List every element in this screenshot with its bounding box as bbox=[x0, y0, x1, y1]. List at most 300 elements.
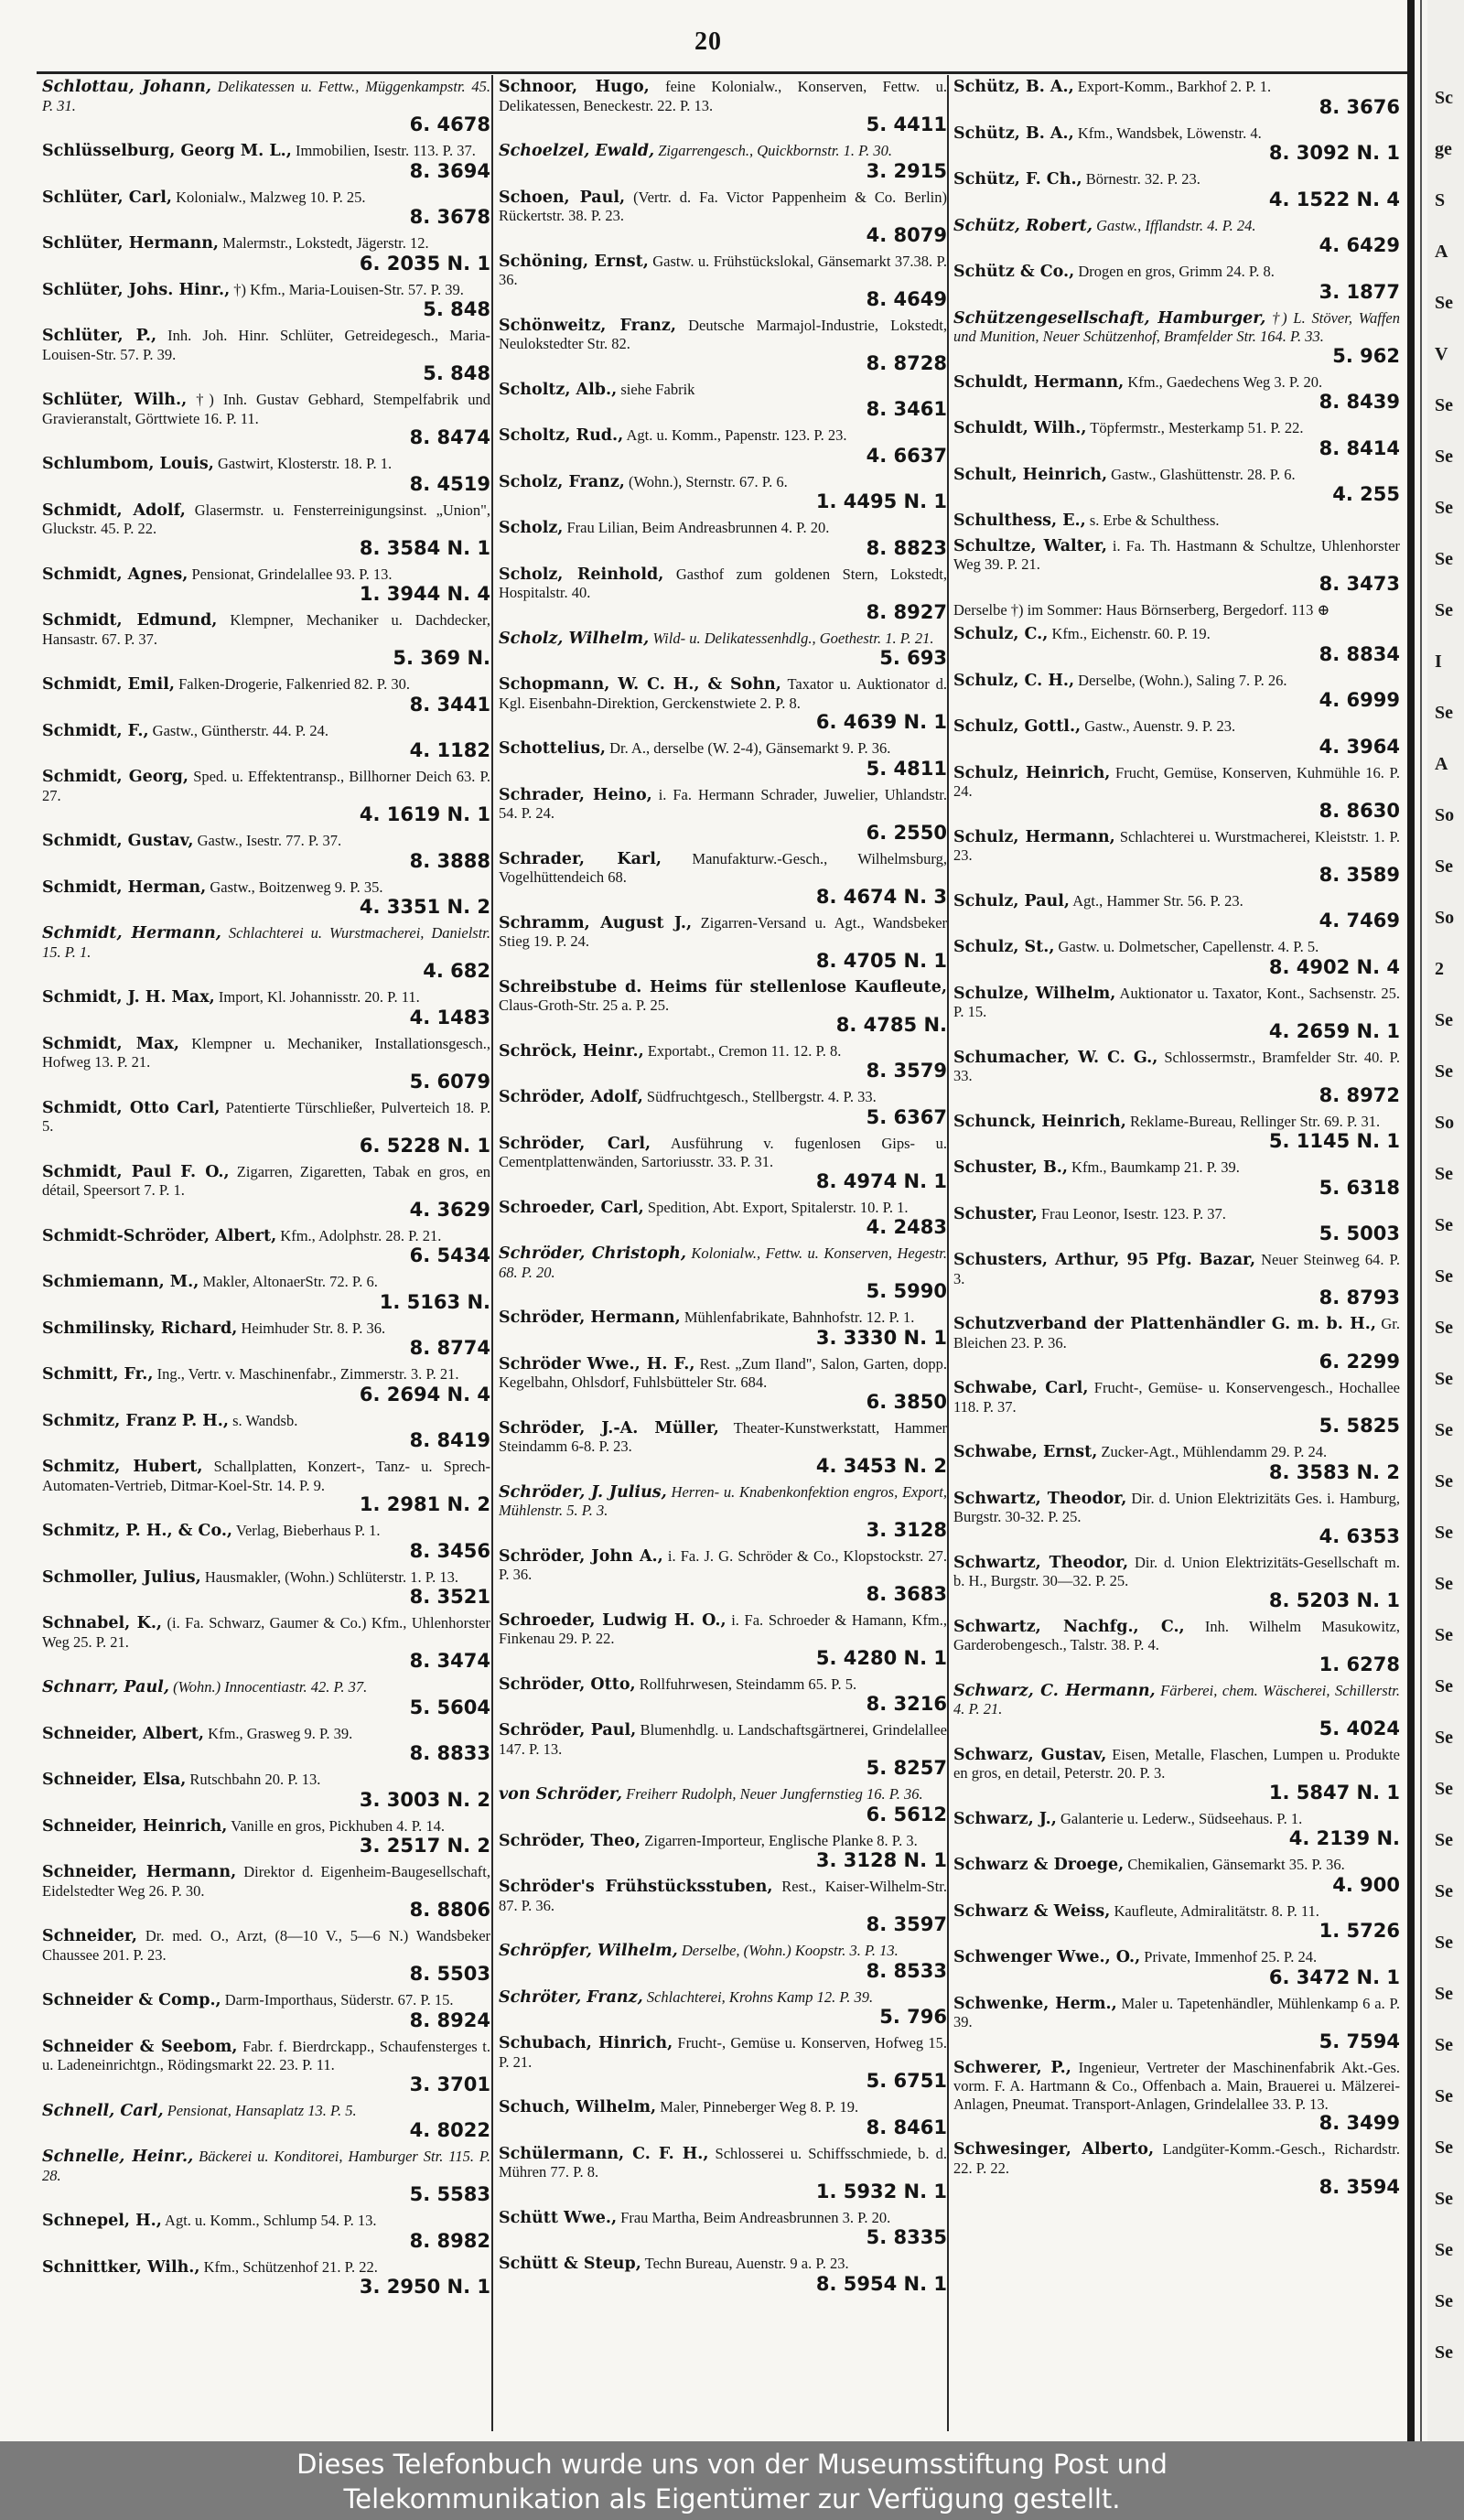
directory-entry bbox=[42, 985, 490, 1032]
entry-details: Darm-Importhaus, Süderstr. 67. P. 15. bbox=[224, 1991, 454, 2008]
entry-name: Schütz, B. A., bbox=[953, 124, 1074, 143]
directory-entry bbox=[499, 314, 947, 378]
phone-number: 8. 3521 bbox=[409, 1586, 490, 1608]
phone-number: 1. 5847 N. 1 bbox=[1268, 1781, 1400, 1804]
directory-entry bbox=[42, 1224, 490, 1271]
edge-letter: Se bbox=[1435, 1369, 1453, 1389]
entry-details: Schlachterei u. Wurstmacherei, Kleiststr. 1. P. 23. bbox=[953, 827, 1400, 864]
directory-entry bbox=[42, 2209, 490, 2256]
phone-number: 5. 5825 bbox=[1319, 1415, 1400, 1437]
entry-name: Schmitz, P. H., & Co., bbox=[42, 1522, 233, 1540]
entry-name: Schmidt, Max, bbox=[42, 1034, 180, 1053]
edge-letter: A bbox=[1435, 754, 1448, 774]
directory-entry bbox=[953, 1312, 1400, 1376]
directory-entry bbox=[953, 463, 1400, 510]
phone-number: 3. 3128 bbox=[866, 1518, 947, 1541]
directory-entry bbox=[953, 1551, 1400, 1615]
directory-entry bbox=[42, 1815, 490, 1861]
directory-entry bbox=[42, 1722, 490, 1769]
entry-details: Reklame-Bureau, Rellinger Str. 69. P. 31. bbox=[1129, 1112, 1381, 1130]
edge-letter: Se bbox=[1435, 395, 1453, 415]
phone-number: 6. 3472 N. 1 bbox=[1268, 1965, 1400, 1988]
directory-entry bbox=[499, 1481, 947, 1545]
entry-details: s. Wandsb. bbox=[232, 1411, 298, 1429]
phone-number: 8. 3092 N. 1 bbox=[1268, 142, 1400, 164]
directory-entry bbox=[953, 371, 1400, 417]
directory-entry bbox=[42, 563, 490, 609]
phone-number: 5. 7594 bbox=[1319, 2030, 1400, 2052]
entry-details: siehe Fabrik bbox=[620, 380, 695, 398]
entry-name: Schlüter, Wilh., bbox=[42, 391, 188, 409]
entry-details: Ingenieur, Vertreter der Maschinenfabrik Akt.-Ges. vorm. F. A. Hartmann & Co., Offenbach a. Main, Brauerei u. Mälzerei-Anlagen, Pneumat. Transport-Anlagen, Grindelallee 33. P. 13. bbox=[953, 2058, 1400, 2113]
entry-name: Schlumbom, Louis, bbox=[42, 455, 214, 473]
entry-details: †) Inh. Gustav Gebhard, Stempelfabrik und Gravieranstalt, Görttwiete 16. P. 11. bbox=[42, 391, 490, 427]
phone-number: 8. 3216 bbox=[866, 1693, 947, 1715]
edge-letter: Se bbox=[1435, 703, 1453, 723]
phone-number: 5. 693 bbox=[879, 647, 947, 669]
entry-name: Schmidt, F., bbox=[42, 721, 149, 740]
edge-letter: Se bbox=[1435, 1318, 1453, 1338]
entry-name: Schwabe, Ernst, bbox=[953, 1443, 1098, 1461]
directory-entry bbox=[953, 1945, 1400, 1992]
directory-entry bbox=[953, 1615, 1400, 1679]
entry-details: Claus-Groth-Str. 25 a. P. 25. bbox=[499, 996, 670, 1014]
entry-details: Spedition, Abt. Export, Spitalerstr. 10. P. 1. bbox=[647, 1198, 909, 1216]
entry-details: Gastw., Glashüttenstr. 28. P. 6. bbox=[1111, 465, 1296, 483]
phone-number: 1. 5726 bbox=[1319, 1920, 1400, 1942]
entry-name: Schwarz, Gustav, bbox=[953, 1745, 1107, 1764]
entry-details: Gastwirt, Klosterstr. 18. P. 1. bbox=[217, 455, 393, 472]
entry-details: Hausmakler, (Wohn.) Schlüterstr. 1. P. 13. bbox=[204, 1567, 458, 1586]
phone-number: 8. 3456 bbox=[409, 1539, 490, 1562]
entry-name: Schroeder, Ludwig H. O., bbox=[499, 1610, 727, 1630]
entry-name: Schuldt, Wilh., bbox=[953, 419, 1087, 437]
entry-name: Schröder, Adolf, bbox=[499, 1088, 643, 1106]
entry-name: Schwabe, Carl, bbox=[953, 1379, 1089, 1397]
phone-number: 6. 5612 bbox=[866, 1803, 947, 1825]
phone-number: 5. 1145 N. 1 bbox=[1268, 1130, 1400, 1152]
entry-name: Schneider, Hermann, bbox=[42, 1863, 237, 1881]
phone-number: 8. 8439 bbox=[1319, 391, 1400, 413]
directory-entry bbox=[499, 783, 947, 847]
phone-number: 8. 8982 bbox=[409, 2229, 490, 2252]
directory-column-2 bbox=[499, 75, 947, 2299]
edge-letter: Se bbox=[1435, 1933, 1453, 1953]
phone-number: 5. 5583 bbox=[409, 2183, 490, 2205]
directory-entry bbox=[42, 1362, 490, 1409]
phone-number: 5. 5003 bbox=[1319, 1222, 1400, 1244]
entry-details: i. Fa. Hermann Schrader, Juwelier, Uhlandstr. 54. P. 24. bbox=[499, 785, 947, 822]
phone-number: 8. 3597 bbox=[866, 1913, 947, 1935]
entry-details: Frucht-, Gemüse- u. Konservengesch., Hochallee 118. P. 37. bbox=[953, 1379, 1400, 1416]
directory-entry bbox=[42, 2035, 490, 2099]
entry-details: Patentierte Türschließer, Pulverteich 18. P. 5. bbox=[42, 1098, 490, 1135]
entry-name: Schwarz, C. Hermann, bbox=[953, 1681, 1156, 1700]
entry-name: Schmidt, Georg, bbox=[42, 768, 189, 786]
footer-line-2: Telekommunikation als Eigentümer zur Verfügung gestellt. bbox=[343, 2483, 1121, 2515]
entry-name: Schlottau, Johann, bbox=[42, 78, 211, 96]
next-page-edge bbox=[1427, 0, 1464, 2441]
phone-number: 3. 3701 bbox=[409, 2073, 490, 2095]
phone-number: 1. 5932 N. 1 bbox=[815, 2180, 947, 2202]
phone-number: 3. 2950 N. 1 bbox=[359, 2276, 490, 2298]
entry-name: Schnittker, Wilh., bbox=[42, 2257, 200, 2277]
entry-details: Pensionat, Hansaplatz 13. P. 5. bbox=[167, 2101, 357, 2119]
directory-entry bbox=[953, 1110, 1400, 1157]
phone-number: 8. 3694 bbox=[409, 159, 490, 182]
entry-name: Schmidt, Agnes, bbox=[42, 565, 188, 584]
directory-entry bbox=[499, 1782, 947, 1829]
phone-number: 4. 8079 bbox=[866, 223, 947, 246]
directory-entry bbox=[42, 186, 490, 232]
directory-column-1 bbox=[42, 75, 490, 2301]
entry-details: Mühlenfabrikate, Bahnhofstr. 12. P. 1. bbox=[684, 1308, 915, 1326]
phone-number: 8. 5503 bbox=[409, 1963, 490, 1985]
phone-number: 5. 6079 bbox=[409, 1070, 490, 1093]
entry-name: Schmitz, Franz P. H., bbox=[42, 1411, 229, 1430]
directory-entry bbox=[42, 1611, 490, 1675]
phone-number: 4. 2483 bbox=[866, 1216, 947, 1238]
directory-entry bbox=[42, 876, 490, 922]
phone-number: 1. 6278 bbox=[1319, 1653, 1400, 1675]
entry-details: Zigarren-Importeur, Englische Planke 8. P. 3. bbox=[644, 1831, 918, 1849]
entry-details: Direktor d. Eigenheim-Baugesellschaft, Eidelstedter Weg 26. P. 30. bbox=[42, 1863, 490, 1900]
directory-entry bbox=[953, 825, 1400, 889]
entry-name: Schroeder, Carl, bbox=[499, 1198, 644, 1217]
edge-letter: Se bbox=[1435, 1523, 1453, 1543]
entry-details: Zucker-Agt., Mühlendamm 29. P. 24. bbox=[1101, 1443, 1328, 1460]
directory-entry bbox=[953, 307, 1400, 371]
entry-name: Schwarz, J., bbox=[953, 1809, 1057, 1828]
entry-name: Schneider, Elsa, bbox=[42, 1771, 187, 1789]
directory-entry bbox=[42, 452, 490, 499]
directory-entry bbox=[42, 673, 490, 719]
entry-details: Gasthof zum goldenen Stern, Lokstedt, Hospitalstr. 40. bbox=[499, 565, 947, 601]
entry-details: Techn Bureau, Auenstr. 9 a. P. 23. bbox=[644, 2255, 849, 2272]
directory-entry bbox=[499, 378, 947, 425]
entry-details: Private, Immenhof 25. P. 24. bbox=[1144, 1948, 1318, 1965]
phone-number: 4. 3351 N. 2 bbox=[359, 896, 490, 918]
entry-details: Dir. d. Union Elektrizitäts Ges. i. Hamburg, Burgstr. 30-32. P. 25. bbox=[953, 1489, 1400, 1525]
entry-details: Kolonialw., Fettw. u. Konserven, Hegestr. 68. P. 20. bbox=[499, 1244, 947, 1281]
entry-details: (Wohn.) Innocentiastr. 42. P. 37. bbox=[173, 1678, 368, 1696]
phone-number: 3. 2517 N. 2 bbox=[359, 1835, 490, 1857]
entry-name: Schoelzel, Ewald, bbox=[499, 142, 655, 160]
entry-name: Schmidt, Emil, bbox=[42, 675, 175, 694]
directory-entry bbox=[499, 2142, 947, 2206]
directory-entry bbox=[42, 1317, 490, 1363]
phone-number: 4. 900 bbox=[1332, 1873, 1400, 1896]
entry-details: Zigarren, Zigaretten, Tabak en gros, en détail, Speersort 7. P. 1. bbox=[42, 1162, 490, 1199]
entry-name: Scholz, Franz, bbox=[499, 472, 625, 491]
phone-number: 6. 4639 N. 1 bbox=[815, 711, 947, 733]
directory-entry bbox=[499, 911, 947, 975]
phone-number: 5. 6751 bbox=[866, 2070, 947, 2092]
entry-details: †) Kfm., Maria-Louisen-Str. 57. P. 39. bbox=[233, 280, 464, 298]
phone-number: 8. 8630 bbox=[1319, 799, 1400, 822]
directory-entry bbox=[42, 1566, 490, 1612]
entry-name: Schuster, bbox=[953, 1204, 1038, 1223]
entry-details: Frucht, Gemüse, Konserven, Kuhmühle 16. P. 24. bbox=[953, 763, 1400, 800]
directory-entry bbox=[953, 622, 1400, 669]
entry-name: Schneider, bbox=[42, 1927, 137, 1945]
directory-entry bbox=[499, 975, 947, 1039]
entry-details: Falken-Drogerie, Falkenried 82. P. 30. bbox=[178, 675, 411, 693]
directory-entry bbox=[499, 673, 947, 737]
directory-entry bbox=[953, 75, 1400, 122]
phone-number: 8. 8924 bbox=[409, 2008, 490, 2031]
entry-details: Zigarren-Versand u. Agt., Wandsbeker Stieg 19. P. 24. bbox=[499, 913, 947, 950]
phone-number: 5. 848 bbox=[423, 298, 490, 320]
entry-name: Schulz, C., bbox=[953, 625, 1049, 643]
entry-details: Südfruchtgesch., Stellbergstr. 4. P. 33. bbox=[646, 1088, 877, 1105]
directory-entry bbox=[953, 534, 1400, 598]
entry-details: Agt., Hammer Str. 56. P. 23. bbox=[1072, 891, 1243, 910]
directory-entry bbox=[953, 889, 1400, 936]
entry-name: Schopmann, W. C. H., & Sohn, bbox=[499, 675, 781, 694]
phone-number: 5. 6318 bbox=[1319, 1176, 1400, 1199]
directory-entry bbox=[499, 1829, 947, 1876]
directory-entry bbox=[499, 737, 947, 783]
phone-number: 8. 3461 bbox=[866, 398, 947, 420]
entry-name: Schmitz, Hubert, bbox=[42, 1458, 203, 1476]
phone-number: 8. 3676 bbox=[1319, 95, 1400, 118]
phone-number: 5. 4811 bbox=[866, 757, 947, 780]
footer-line-1: Dieses Telefonbuch wurde uns von der Museumsstiftung Post und bbox=[296, 2449, 1168, 2480]
entry-details: Kfm., Schützenhof 21. P. 22. bbox=[203, 2257, 378, 2276]
entry-name: Schlüter, P., bbox=[42, 327, 157, 345]
phone-number: 4. 6429 bbox=[1319, 234, 1400, 256]
phone-number: 6. 4678 bbox=[409, 113, 490, 135]
entry-details: Freiherr Rudolph, Neuer Jungfernstieg 16. P. 36. bbox=[626, 1785, 923, 1803]
entry-name: Schulthess, E., bbox=[953, 512, 1086, 530]
entry-name: Schmilinsky, Richard, bbox=[42, 1319, 238, 1338]
directory-entry bbox=[953, 1807, 1400, 1854]
directory-entry bbox=[42, 2256, 490, 2302]
directory-entry bbox=[953, 1376, 1400, 1440]
phone-number: 4. 255 bbox=[1332, 483, 1400, 505]
entry-name: Schulz, C. H., bbox=[953, 671, 1075, 690]
phone-number: 1. 4495 N. 1 bbox=[815, 490, 947, 512]
phone-number: 4. 3453 N. 2 bbox=[815, 1454, 947, 1477]
entry-name: Schwartz, Theodor, bbox=[953, 1553, 1129, 1572]
phone-number: 4. 1522 N. 4 bbox=[1268, 188, 1400, 210]
entry-details: Frau Lilian, Beim Andreasbrunnen 4. P. 20. bbox=[566, 519, 830, 536]
column-divider bbox=[491, 75, 493, 2431]
entry-details: Delikatessen u. Fettw., Müggenkampstr. 45. P. 31. bbox=[42, 78, 490, 114]
entry-name: Schönweitz, Franz, bbox=[499, 316, 676, 335]
top-rule bbox=[37, 71, 1409, 74]
entry-details: feine Kolonialw., Konserven, Fettw. u. Delikatessen, Beneckestr. 22. P. 13. bbox=[499, 78, 947, 114]
entry-name: Schröder, Theo, bbox=[499, 1831, 641, 1850]
edge-letter: I bbox=[1435, 652, 1442, 672]
entry-details: Gr. Bleichen 23. P. 36. bbox=[953, 1315, 1400, 1352]
edge-letter: Se bbox=[1435, 498, 1453, 518]
entry-details: Dr. med. O., Arzt, (8—10 V., 5—6 N.) Wandsbeker Chaussee 201. P. 23. bbox=[42, 1927, 490, 1964]
entry-details: Rutschbahn 20. P. 13. bbox=[189, 1771, 321, 1788]
directory-entry bbox=[42, 232, 490, 278]
phone-number: 6. 5434 bbox=[409, 1244, 490, 1266]
entry-details: Kfm., Gaedechens Weg 3. P. 20. bbox=[1127, 372, 1323, 391]
entry-details: Rest. „Zum Iland", Salon, Garten, dopp. Kegelbahn, Ohlsdorf, Fuhlsbütteler Str. 684. bbox=[499, 1354, 947, 1391]
entry-details: Rollfuhrwesen, Steindamm 65. P. 5. bbox=[639, 1675, 857, 1693]
entry-name: Schmidt, Otto Carl, bbox=[42, 1098, 221, 1117]
directory-entry bbox=[499, 1939, 947, 1986]
entry-name: Schnelle, Heinr., bbox=[42, 2148, 194, 2166]
entry-name: Scholtz, Rud., bbox=[499, 426, 624, 445]
entry-name: Schrader, Karl, bbox=[499, 849, 662, 868]
entry-details: Theater-Kunstwerkstatt, Hammer Steindamm 6-8. P. 23. bbox=[499, 1418, 947, 1455]
entry-name: Schmoller, Julius, bbox=[42, 1567, 201, 1587]
directory-entry bbox=[499, 139, 947, 186]
phone-number: 3. 3003 N. 2 bbox=[359, 1788, 490, 1811]
directory-entry bbox=[953, 416, 1400, 463]
entry-name: Schmidt, Adolf, bbox=[42, 501, 186, 520]
entry-name: Schubach, Hinrich, bbox=[499, 2034, 673, 2052]
entry-details: Verlag, Bieberhaus P. 1. bbox=[235, 1522, 381, 1539]
edge-letter: Se bbox=[1435, 1676, 1453, 1696]
entry-name: Schöning, Ernst, bbox=[499, 252, 649, 271]
phone-number: 3. 3330 N. 1 bbox=[815, 1326, 947, 1349]
directory-entry bbox=[499, 1132, 947, 1196]
entry-name: Schröder, Hermann, bbox=[499, 1308, 681, 1327]
entry-details: Kfm., Wandsbek, Löwenstr. 4. bbox=[1077, 124, 1262, 142]
entry-details: Blumenhdlg. u. Landschaftsgärtnerei, Grindelallee 147. P. 13. bbox=[499, 1721, 947, 1758]
phone-number: 8. 4649 bbox=[866, 287, 947, 310]
phone-number: 5. 369 N. bbox=[393, 647, 490, 669]
entry-name: Schröder, Paul, bbox=[499, 1721, 637, 1739]
entry-name: Schulz, St., bbox=[953, 938, 1055, 956]
phone-number: 8. 8823 bbox=[866, 536, 947, 559]
phone-number: 8. 3584 N. 1 bbox=[359, 536, 490, 559]
entry-name: Schwarz & Droege, bbox=[953, 1856, 1125, 1874]
directory-entry bbox=[42, 388, 490, 452]
phone-number: 6. 2550 bbox=[866, 821, 947, 844]
directory-entry bbox=[499, 250, 947, 314]
entry-name: Schwenger Wwe., O., bbox=[953, 1948, 1141, 1966]
entry-details: Agt. u. Komm., Papenstr. 123. P. 23. bbox=[626, 426, 847, 444]
entry-name: Schneider & Seebom, bbox=[42, 2037, 238, 2056]
entry-name: Schrader, Heino, bbox=[499, 785, 652, 804]
entry-name: Schmidt, Hermann, bbox=[42, 924, 221, 942]
directory-entry bbox=[953, 1679, 1400, 1743]
entry-details: Exportabt., Cremon 11. 12. P. 8. bbox=[647, 1041, 842, 1060]
phone-number: 8. 8414 bbox=[1319, 436, 1400, 459]
phone-number: 8. 3579 bbox=[866, 1060, 947, 1082]
phone-number: 8. 3678 bbox=[409, 206, 490, 228]
phone-number: 8. 4785 N. bbox=[835, 1013, 947, 1036]
directory-entry bbox=[42, 1160, 490, 1224]
entry-name: Schwarz & Weiss, bbox=[953, 1901, 1111, 1921]
entry-name: Schütz, B. A., bbox=[953, 78, 1074, 96]
entry-details: Export-Komm., Barkhof 2. P. 1. bbox=[1077, 78, 1272, 95]
entry-name: Schuch, Wilhelm, bbox=[499, 2098, 657, 2116]
directory-entry bbox=[953, 1440, 1400, 1487]
entry-details: Heimhuder Str. 8. P. 36. bbox=[241, 1319, 386, 1337]
entry-details: Gastw., Ifflandstr. 4. P. 24. bbox=[1096, 216, 1256, 234]
entry-details: Gastw. u. Frühstückslokal, Gänsemarkt 37.38. P. 36. bbox=[499, 252, 947, 288]
entry-details: s. Erbe & Schulthess. bbox=[1089, 512, 1220, 529]
entry-name: Schlüter, Johs. Hinr., bbox=[42, 280, 231, 299]
entry-details: Ing., Vertr. v. Maschinenfabr., Zimmerstr. 3. P. 21. bbox=[156, 1365, 459, 1383]
phone-number: 8. 8793 bbox=[1319, 1287, 1400, 1308]
edge-letter: Se bbox=[1435, 447, 1453, 467]
phone-number: 3. 2915 bbox=[866, 159, 947, 182]
entry-details: Makler, AltonaerStr. 72. P. 6. bbox=[202, 1273, 378, 1290]
entry-name: Scholz, Reinhold, bbox=[499, 565, 664, 584]
entry-name: Schmidt-Schröder, Albert, bbox=[42, 1226, 277, 1245]
phone-number: 5. 8335 bbox=[866, 2226, 947, 2248]
entry-name: Schröder, Christoph, bbox=[499, 1244, 686, 1263]
entry-details: Galanterie u. Lederw., Südseehaus. P. 1. bbox=[1060, 1809, 1303, 1827]
directory-entry bbox=[42, 2099, 490, 2146]
entry-name: Schmidt, Gustav, bbox=[42, 832, 194, 850]
entry-name: Scholz, bbox=[499, 519, 564, 537]
phone-number: 4. 2659 N. 1 bbox=[1268, 1019, 1400, 1042]
entry-details: Zigarrengesch., Quickbornstr. 1. P. 30. bbox=[658, 142, 892, 159]
phone-number: 5. 5604 bbox=[409, 1696, 490, 1718]
directory-entry bbox=[42, 608, 490, 673]
edge-letter: Se bbox=[1435, 549, 1453, 569]
edge-letter: ge bbox=[1435, 139, 1452, 159]
phone-number: 6. 2299 bbox=[1319, 1351, 1400, 1373]
edge-letter: Se bbox=[1435, 2189, 1453, 2209]
edge-letter: Se bbox=[1435, 1779, 1453, 1799]
entry-details: Ausführung v. fugenlosen Gips- u. Cementplattenwänden, Sartoriusstr. 33. P. 31. bbox=[499, 1134, 947, 1170]
directory-entry bbox=[953, 214, 1400, 261]
entry-details: Wild- u. Delikatessenhdlg., Goethestr. 1. P. 21. bbox=[652, 629, 934, 647]
phone-number: 8. 4519 bbox=[409, 472, 490, 495]
edge-letter: Se bbox=[1435, 1881, 1453, 1901]
entry-name: Schusters, Arthur, 95 Pfg. Bazar, bbox=[953, 1251, 1256, 1269]
entry-name: Schröder, J.-A. Müller, bbox=[499, 1418, 719, 1438]
edge-letter: Se bbox=[1435, 2138, 1453, 2158]
entry-name: Schütz, Robert, bbox=[953, 216, 1093, 235]
edge-letter: Se bbox=[1435, 1266, 1453, 1287]
phone-number: 8. 8461 bbox=[866, 2116, 947, 2138]
entry-name: Schmitt, Fr., bbox=[42, 1365, 154, 1384]
edge-letter: A bbox=[1435, 242, 1448, 262]
phone-number: 8. 4974 N. 1 bbox=[815, 1169, 947, 1192]
entry-name: Schmidt, Edmund, bbox=[42, 611, 218, 630]
phone-number: 4. 2139 N. bbox=[1288, 1827, 1400, 1849]
entry-name: Schutzverband der Plattenhändler G. m. b. H., bbox=[953, 1315, 1376, 1333]
entry-name: Schult, Heinrich, bbox=[953, 465, 1108, 484]
entry-name: Schwenke, Herm., bbox=[953, 1994, 1117, 2013]
entry-name: Schröder, J. Julius, bbox=[499, 1482, 667, 1502]
phone-number: 5. 4280 N. 1 bbox=[815, 1646, 947, 1669]
entry-details: Schlachterei, Krohns Kamp 12. P. 39. bbox=[646, 1987, 874, 2006]
entry-details: Börnestr. 32. P. 23. bbox=[1085, 170, 1200, 188]
entry-name: Schnabel, K., bbox=[42, 1614, 163, 1632]
entry-name: Schwartz, Nachfg., C., bbox=[953, 1617, 1185, 1636]
entry-name: Schneider, Heinrich, bbox=[42, 1816, 228, 1836]
attribution-footer bbox=[0, 2441, 1464, 2520]
directory-entry bbox=[953, 1853, 1400, 1900]
phone-number: 5. 4411 bbox=[866, 113, 947, 135]
entry-details: Klempner u. Mechaniker, Installationsgesch., Hofweg 13. P. 21. bbox=[42, 1034, 490, 1071]
entry-details: Klempner, Mechaniker u. Dachdecker, Hansastr. 67. P. 37. bbox=[42, 611, 490, 648]
entry-details: Immobilien, Isestr. 113. P. 37. bbox=[295, 142, 476, 159]
entry-details: Schallplatten, Konzert-, Tanz- u. Sprech-Automaten-Vertrieb, Ditmar-Koel-Str. 14. P. 9. bbox=[42, 1458, 490, 1494]
edge-letter: Se bbox=[1435, 600, 1453, 620]
entry-details: Derselbe, (Wohn.), Saling 7. P. 26. bbox=[1078, 671, 1287, 689]
entry-details: Kfm., Grasweg 9. P. 39. bbox=[208, 1724, 353, 1742]
entry-details: Rest., Kaiser-Wilhelm-Str. 87. P. 36. bbox=[499, 1878, 947, 1914]
entry-name: Schnepel, H., bbox=[42, 2212, 162, 2230]
phone-number: 4. 6999 bbox=[1319, 689, 1400, 711]
phone-number: 4. 682 bbox=[423, 960, 490, 982]
